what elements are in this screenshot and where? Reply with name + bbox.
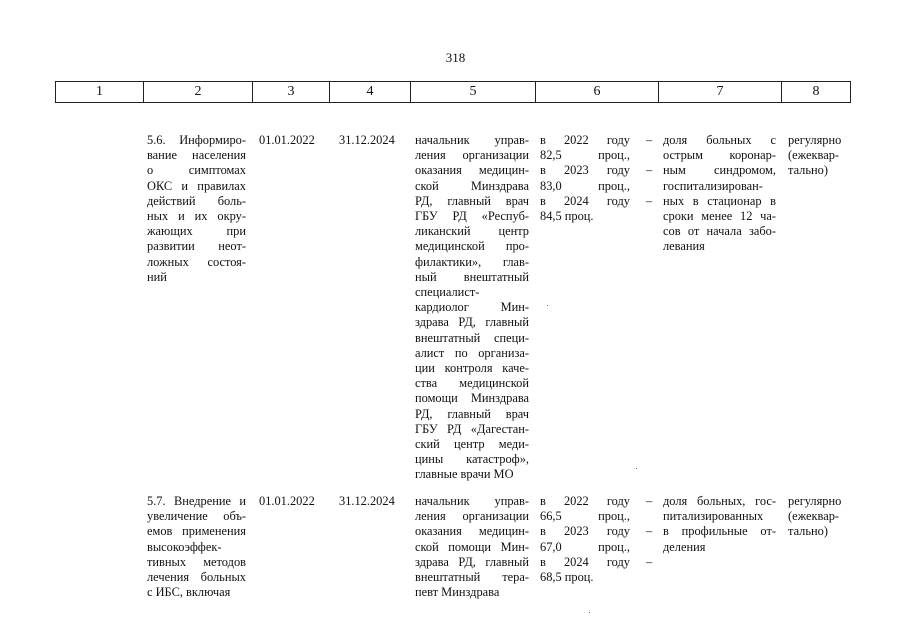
frequency-cell [788, 494, 848, 540]
indicator-line: ных в стационар в [663, 193, 776, 208]
targets-line: 83,0 проц., [540, 178, 630, 193]
column-number-1: 1 [55, 82, 143, 102]
targets-line: в 2024 году [540, 193, 630, 208]
measure-cell [147, 494, 246, 600]
responsible-line: ликанский центр [415, 224, 529, 239]
responsible-line: специалист- [415, 285, 480, 300]
targets-line: в 2024 году [540, 554, 630, 569]
measure-line: ложных состоя- [147, 254, 246, 269]
indicator-line: сроки менее 12 ча- [663, 209, 776, 224]
measure-line: емов применения [147, 524, 246, 539]
dash-mark: – [646, 524, 653, 539]
column-number-3: 3 [252, 82, 329, 102]
measure-line: высокоэффек- [147, 539, 222, 554]
scan-speck [547, 305, 548, 306]
responsible-line: певт Минздрава [415, 585, 500, 600]
targets-line: 68,5 проц. [540, 570, 594, 585]
dash-mark: – [646, 133, 653, 147]
responsible-line: ления организации [415, 509, 529, 524]
measure-line: развитии неот- [147, 239, 246, 254]
responsible-line: РД, главный врач [415, 193, 529, 208]
targets-line: 67,0 проц., [540, 539, 630, 554]
responsible-line: цины катастроф», [415, 452, 529, 467]
indicator-line: госпитализирован- [663, 178, 763, 193]
table-header-row [55, 81, 851, 103]
dash-mark: – [646, 193, 653, 208]
responsible-line: ский центр меди- [415, 437, 529, 452]
targets-line: 66,5 проц., [540, 509, 630, 524]
indicator-line: левания [663, 239, 705, 254]
column-number-8: 8 [781, 82, 851, 102]
frequency-line: регулярно [788, 494, 842, 508]
indicator-cell [663, 494, 776, 555]
measure-line: увеличение объ- [147, 509, 246, 524]
indicator-line: деления [663, 539, 706, 554]
responsible-line: РД, главный врач [415, 406, 529, 421]
indicator-line: питализированных [663, 509, 764, 524]
targets-line: 82,5 проц., [540, 148, 630, 163]
indicator-cell [663, 133, 776, 255]
start-date-cell: 01.01.2022 [259, 133, 315, 147]
measure-line: ОКС и правилах [147, 178, 246, 193]
measure-line: действий боль- [147, 193, 246, 208]
target-values-cell [540, 133, 630, 224]
responsible-line: внештатный специ- [415, 330, 529, 345]
end-date-cell: 31.12.2024 [339, 133, 395, 147]
indicator-line: сов от начала забо- [663, 224, 776, 239]
scan-speck [636, 468, 637, 469]
start-date-cell: 01.01.2022 [259, 494, 315, 508]
page-number: 318 [445, 50, 466, 65]
column-number-6: 6 [535, 82, 658, 102]
responsible-line: здрава РД, главный [415, 315, 529, 330]
targets-line: в 2022 году [540, 133, 630, 147]
responsible-line: оказания медицин- [415, 524, 529, 539]
frequency-cell [788, 133, 848, 179]
responsible-line: ГБУ РД «Дагестан- [415, 421, 529, 436]
responsible-cell [415, 133, 529, 483]
measure-line: ний [147, 269, 167, 284]
indicator-line: ным синдромом, [663, 163, 776, 178]
target-values-cell [540, 494, 630, 585]
responsible-line: ской Минздрава [415, 178, 529, 193]
responsible-line: кардиолог Мин- [415, 300, 529, 315]
responsible-line: начальник управ- [415, 133, 529, 147]
end-date-cell: 31.12.2024 [339, 494, 395, 508]
scan-speck [589, 612, 590, 613]
responsible-line: внештатный тера- [415, 570, 529, 585]
dash-mark: – [646, 163, 653, 178]
indicator-line: доля больных, гос- [663, 494, 776, 508]
frequency-line: тально) [788, 163, 828, 178]
responsible-line: здрава РД, главный [415, 554, 529, 569]
responsible-line: ления организации [415, 148, 529, 163]
targets-line: в 2023 году [540, 524, 630, 539]
dash-mark: – [646, 554, 653, 569]
responsible-line: ГБУ РД «Респуб- [415, 209, 529, 224]
frequency-line: регулярно [788, 133, 842, 147]
responsible-line: помощи Минздрава [415, 391, 529, 406]
targets-line: в 2022 году [540, 494, 630, 508]
frequency-line: тально) [788, 524, 828, 539]
indicator-line: доля больных с [663, 133, 776, 147]
dash-mark: – [646, 494, 653, 508]
column-number-4: 4 [329, 82, 410, 102]
frequency-line: (ежеквар- [788, 509, 840, 524]
measure-line: 5.6. Информиро- [147, 133, 246, 147]
measure-cell [147, 133, 246, 285]
targets-line: 84,5 проц. [540, 209, 594, 224]
indicator-line: в профильные от- [663, 524, 776, 539]
targets-line: в 2023 году [540, 163, 630, 178]
column-number-7: 7 [658, 82, 781, 102]
measure-line: с ИБС, включая [147, 585, 231, 600]
measure-line: тивных методов [147, 554, 246, 569]
responsible-line: главные врачи МО [415, 467, 514, 482]
responsible-line: ный внештатный [415, 269, 529, 284]
frequency-line: (ежеквар- [788, 148, 840, 163]
responsible-line: начальник управ- [415, 494, 529, 508]
measure-line: 5.7. Внедрение и [147, 494, 246, 508]
responsible-line: ции контроля каче- [415, 361, 529, 376]
responsible-line: ства медицинской [415, 376, 529, 391]
responsible-line: медицинской про- [415, 239, 529, 254]
measure-line: вание населения [147, 148, 246, 163]
column-number-5: 5 [410, 82, 535, 102]
responsible-line: оказания медицин- [415, 163, 529, 178]
responsible-line: ской помощи Мин- [415, 539, 529, 554]
measure-line: ных и их окру- [147, 209, 246, 224]
measure-line: о симптомах [147, 163, 246, 178]
responsible-line: алист по организа- [415, 345, 529, 360]
responsible-line: филактики», глав- [415, 254, 529, 269]
measure-line: жающих при [147, 224, 246, 239]
responsible-cell [415, 494, 529, 600]
indicator-line: острым коронар- [663, 148, 776, 163]
measure-line: лечения больных [147, 570, 246, 585]
column-number-2: 2 [143, 82, 252, 102]
